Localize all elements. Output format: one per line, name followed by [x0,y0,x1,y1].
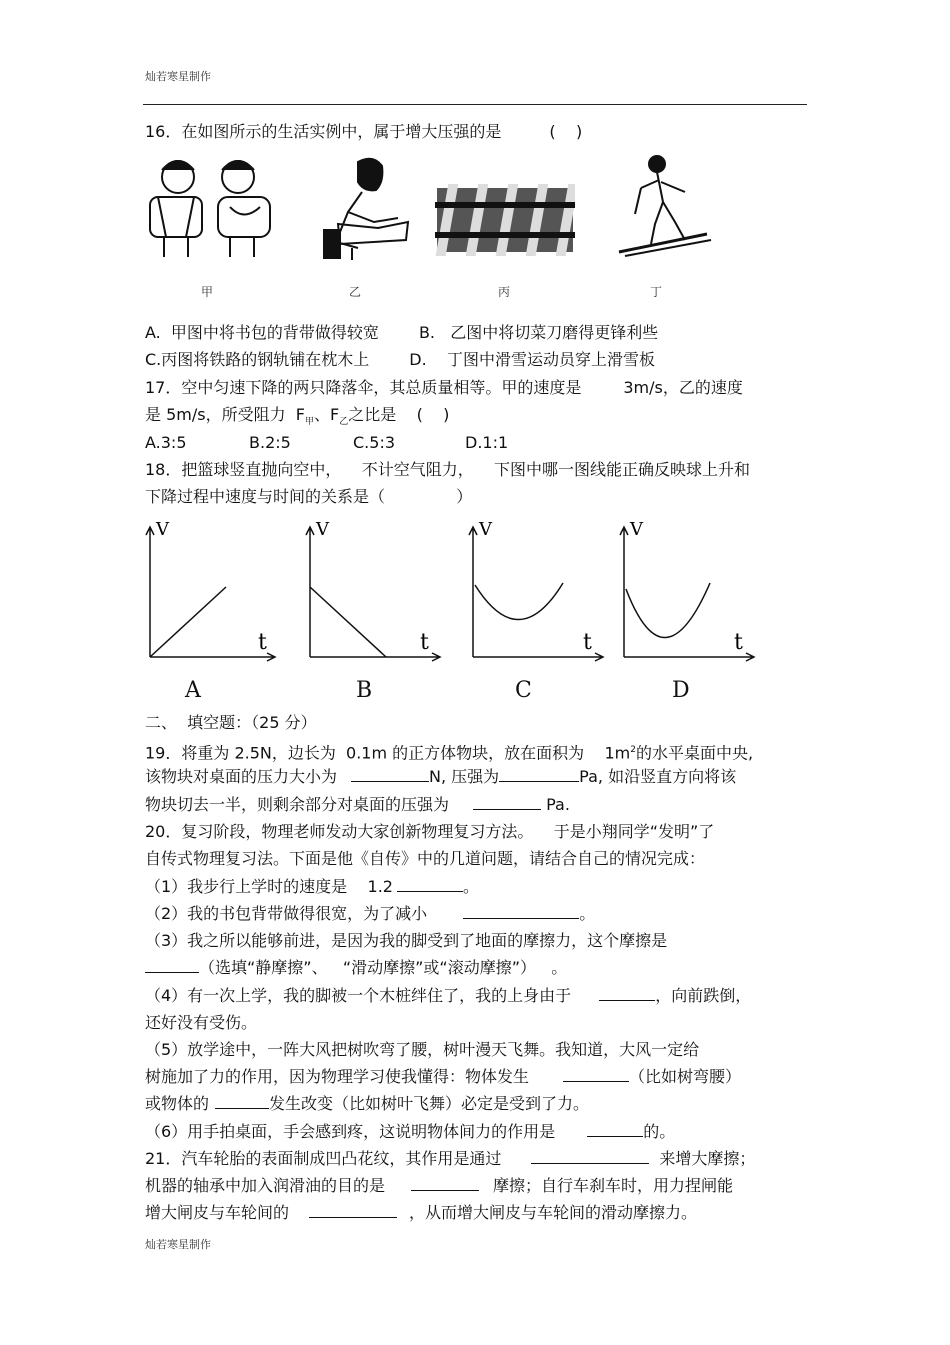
q17-option-b: B.2:5 [249,433,291,452]
q20-blank-6[interactable] [587,1122,643,1137]
section-title: 二、 填空题：（25 分） [145,713,317,732]
graph-c-label: C [515,678,532,703]
q20-part2: （2）我的书包背带做得很宽，为了减小 。 [145,904,596,923]
graph-c [463,515,608,665]
q20-part4-line1: （4）有一次上学，我的脚被一个木桩绊住了，我的上身由于 ，向前跌倒， [145,986,752,1005]
graph-d-t: t [734,630,743,655]
q19-blank-pressure[interactable] [499,767,579,782]
skier-illustration [615,152,715,262]
graph-d-v: V [630,519,643,540]
q17-option-d: D.1:1 [465,433,509,452]
q21-line3: 增大闸皮与车轮间的 ，从而增大闸皮与车轮间的滑动摩擦力。 [145,1203,698,1222]
page-header: 灿若寒星制作 [145,70,211,83]
caption-yi: 乙 [349,285,362,299]
graph-b-v: V [316,519,329,540]
header-rule [143,104,807,105]
q16-stem: 16．在如图所示的生活实例中，属于增大压强的是 ( ) [145,122,583,141]
q20-blank-2[interactable] [463,904,579,919]
q18-line1: 18．把篮球竖直抛向空中， 不计空气阻力， 下图中哪一图线能正确反映球上升和 [145,460,751,479]
q17-line1: 17．空中匀速下降的两只降落伞，其总质量相等。甲的速度是 3m/s，乙的速度 [145,378,743,397]
graph-a-t: t [258,630,267,655]
q16-options-cd [145,350,655,370]
q20-blank-4[interactable] [599,986,655,1001]
q21-line2: 机器的轴承中加入润滑油的目的是 摩擦；自行车刹车时，用力捏闸能 [145,1176,734,1195]
page-footer: 灿若寒星制作 [145,1238,211,1251]
q20-line1: 20．复习阶段，物理老师发动大家创新物理复习方法。 于是小翔同学“发明”了 [145,822,715,841]
q17-options [145,433,508,453]
backpack-children-illustration [140,152,280,262]
q20-part4-line2: 还好没有受伤。 [145,1013,258,1032]
q20-part5-line1: （5）放学途中，一阵大风把树吹弯了腰，树叶漫天飞舞。我知道，大风一定给 [145,1040,700,1059]
q18-line2: 下降过程中速度与时间的关系是（ ） [145,487,473,506]
q19-line1: 19．将重为 2.5N，边长为 0.1m 的正方体物块，放在面积为 $1m^2$的水平桌面中央, [145,743,754,763]
q20-part3-line2: （选填“静摩擦”、 “滑动摩擦”或“滚动摩擦”） 。 [145,958,567,978]
q19-blank-remaining[interactable] [473,795,541,810]
option-d: D. 丁图中滑雪运动员穿上滑雪板 [409,350,656,369]
q21-blank-3[interactable] [309,1203,397,1218]
caption-jia: 甲 [201,285,214,299]
q17-line2: 是 5m/s，所受阻力 $F_甲$、$F_乙$之比是 ( ) [145,405,450,428]
q20-blank-5a[interactable] [563,1067,629,1082]
q21-line1: 21．汽车轮胎的表面制成凹凸花纹，其作用是通过 来增大摩擦； [145,1149,756,1168]
q21-blank-2[interactable] [411,1176,479,1191]
caption-ding: 丁 [650,285,663,299]
q19-line2: 该物块对桌面的压力大小为 N, 压强为 Pa, 如沿竖直方向将该 [145,767,737,786]
q20-part5-line2: 树施加了力的作用，因为物理学习使我懂得：物体发生 （比如树弯腰） [145,1067,742,1086]
graph-a-label: A [185,678,201,703]
option-c: C.丙图将铁路的钢轨铺在枕木上 [145,350,370,369]
graph-b-label: B [356,678,373,703]
graph-d-label: D [672,678,690,703]
q16-options-ab [145,323,658,343]
q19-line3: 物块切去一半，则剩余部分对桌面的压强为 Pa. [145,795,570,814]
graph-b-t: t [420,630,429,655]
q20-blank-3[interactable] [145,958,199,973]
q17-option-a: A.3:5 [145,433,187,452]
q20-blank-1[interactable] [397,877,463,892]
q19-blank-force[interactable] [351,767,429,782]
graph-d [614,515,759,665]
graph-c-t: t [583,630,592,655]
graph-a-v: V [156,519,169,540]
graph-a [140,515,280,665]
graph-c-v: V [479,519,492,540]
q20-part3-line1: （3）我之所以能够前进，是因为我的脚受到了地面的摩擦力，这个摩擦是 [145,931,668,950]
option-a: A. 甲图中将书包的背带做得较宽 [145,323,379,342]
railway-track-illustration [435,180,575,260]
q20-part6: （6）用手拍桌面，手会感到疼，这说明物体间力的作用是 的。 [145,1122,676,1141]
q20-line2: 自传式物理复习法。下面是他《自传》中的几道问题，请结合自己的情况完成： [145,849,706,868]
q20-part5-line3: 或物体的 发生改变（比如树叶飞舞）必定是受到了力。 [145,1094,590,1113]
option-b: B. 乙图中将切菜刀磨得更锋利些 [418,323,659,342]
q17-option-c: C.5:3 [353,433,396,452]
q20-blank-5b[interactable] [215,1094,269,1109]
caption-bing: 丙 [498,285,511,299]
q20-part1: （1）我步行上学时的速度是 1.2 。 [145,877,479,896]
cutting-vegetables-illustration [318,152,413,262]
q21-blank-1[interactable] [531,1149,649,1164]
graph-b [300,515,445,665]
